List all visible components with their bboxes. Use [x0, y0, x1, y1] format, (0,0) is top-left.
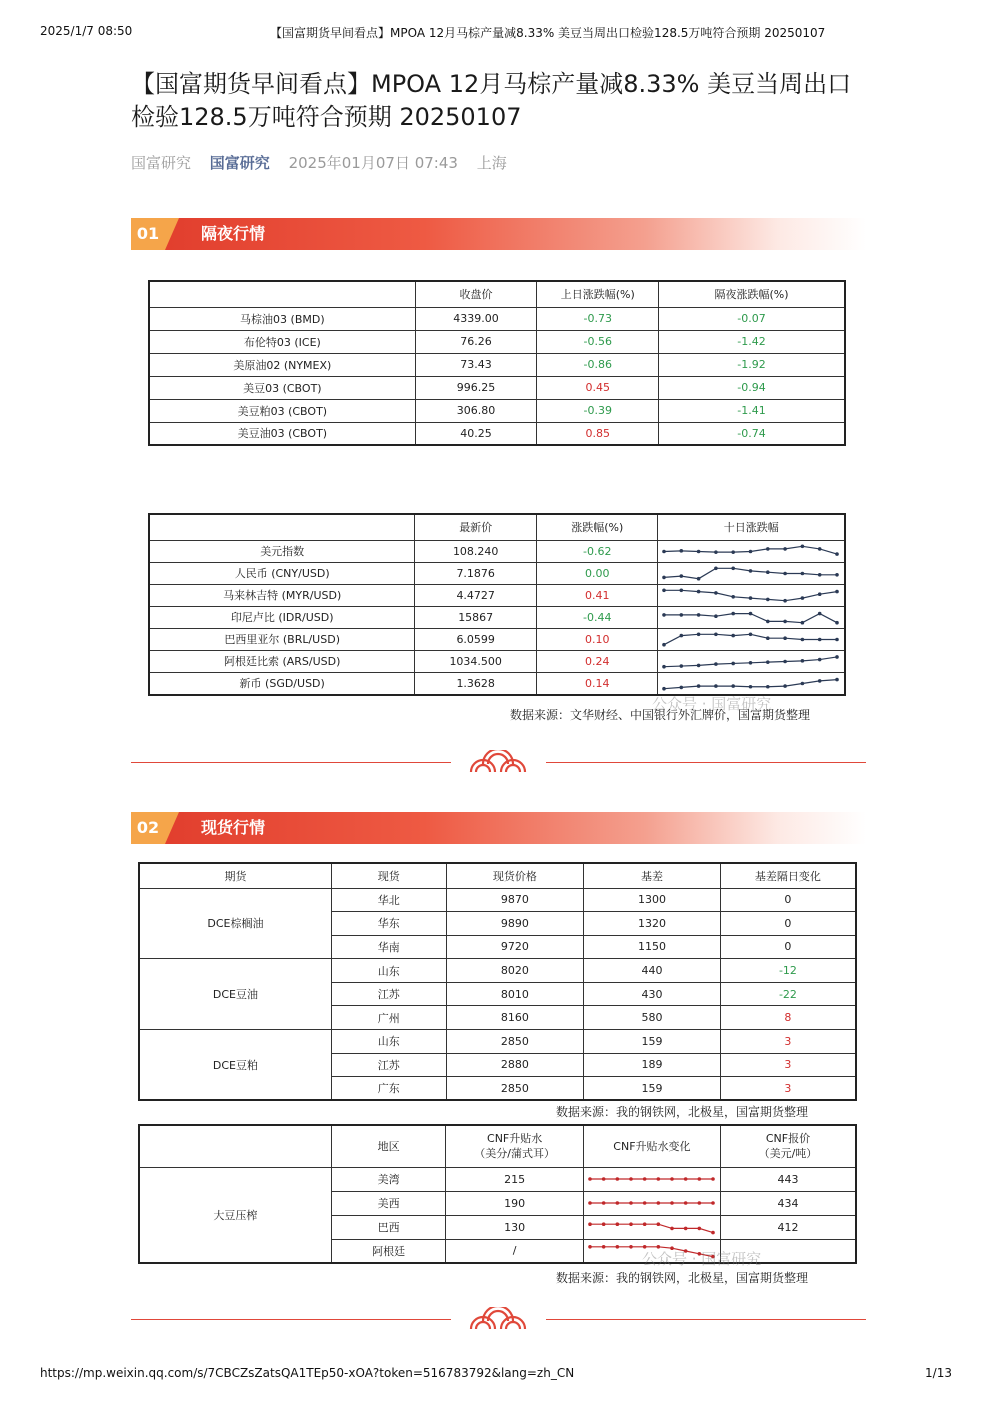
- spot-price: 9890: [446, 912, 584, 936]
- spot-region: 华北: [331, 888, 446, 912]
- basis-change: 0: [720, 888, 856, 912]
- basis: 159: [584, 1077, 721, 1101]
- sparkline-point: [784, 659, 788, 663]
- sparkline-point: [749, 596, 753, 600]
- sparkline-point: [643, 1177, 647, 1181]
- cnf-trend: [583, 1215, 720, 1239]
- table-row: [149, 584, 845, 606]
- close-price: 4339.00: [415, 307, 537, 330]
- latest-price: 1034.500: [415, 650, 537, 672]
- cnf-region: 美湾: [331, 1167, 446, 1191]
- sparkline-point: [766, 619, 770, 623]
- sparkline-point: [680, 685, 684, 689]
- cnf-region: 美西: [331, 1191, 446, 1215]
- cnf-premium: 215: [446, 1167, 584, 1191]
- table-row: [139, 1030, 856, 1054]
- sparkline-point: [715, 614, 719, 618]
- sparkline-point: [670, 1177, 674, 1181]
- ten-day-trend: [658, 584, 845, 606]
- sparkline-point: [588, 1201, 592, 1205]
- basis: 580: [584, 1006, 721, 1030]
- column-header: 现货价格: [446, 863, 584, 888]
- futures-name: DCE棕榈油: [139, 888, 331, 959]
- table-row: [149, 606, 845, 628]
- basis-change: 3: [720, 1053, 856, 1077]
- column-header: 期货: [139, 863, 331, 888]
- basis: 1320: [584, 912, 721, 936]
- sparkline-point: [588, 1245, 592, 1249]
- sparkline-point: [836, 589, 840, 593]
- sparkline-point: [836, 552, 840, 556]
- prev-change: 0.85: [537, 422, 659, 445]
- sparkline-point: [643, 1222, 647, 1226]
- print-title: 【国富期货早间看点】MPOA 12月马棕产量减8.33% 美豆当周出口检验128.5万吨符合预期 20250107: [270, 26, 826, 40]
- ten-day-trend: [658, 562, 845, 584]
- sparkline-point: [629, 1222, 633, 1226]
- sparkline: [658, 607, 843, 628]
- table-row: [149, 376, 845, 399]
- cnf-trend: [583, 1191, 720, 1215]
- futures-name: DCE豆油: [139, 959, 331, 1030]
- sparkline-point: [602, 1201, 606, 1205]
- cnf-region: 巴西: [331, 1215, 446, 1239]
- spot-price: 8160: [446, 1006, 584, 1030]
- instrument-name: 马棕油03 (BMD): [149, 307, 415, 330]
- article-title: 【国富期货早间看点】MPOA 12月马棕产量减8.33% 美豆当周出口检验128.5万吨符合预期 20250107: [131, 70, 852, 131]
- change-pct: -0.62: [537, 540, 658, 562]
- cnf-quote: 434: [720, 1191, 856, 1215]
- overnight-table: [148, 280, 846, 446]
- sparkline-point: [784, 547, 788, 551]
- sparkline-point: [818, 592, 822, 596]
- ten-day-trend: [658, 540, 845, 562]
- change-pct: 0.24: [537, 650, 658, 672]
- sparkline-point: [715, 550, 719, 554]
- sparkline-point: [656, 1177, 660, 1181]
- watermark: 公众号 · 国富研究: [652, 695, 772, 713]
- sparkline-point: [749, 661, 753, 665]
- cnf-quote: 443: [720, 1167, 856, 1191]
- currency-name: 新币 (SGD/USD): [149, 672, 415, 695]
- sparkline-point: [732, 595, 736, 599]
- sparkline-point: [715, 632, 719, 636]
- sparkline-point: [615, 1222, 619, 1226]
- latest-price: 4.4727: [415, 584, 537, 606]
- prev-change: -0.86: [537, 353, 659, 376]
- close-price: 40.25: [415, 422, 537, 445]
- sparkline-point: [715, 591, 719, 595]
- sparkline-point: [715, 566, 719, 570]
- sparkline-point: [697, 613, 701, 617]
- fx-table: [148, 513, 846, 696]
- column-header: 最新价: [415, 514, 537, 540]
- sparkline-point: [697, 1177, 701, 1181]
- ten-day-trend: [658, 606, 845, 628]
- column-header: 收盘价: [415, 281, 537, 307]
- cnf-source: 数据来源：我的钢铁网，北极星，国富期货整理: [556, 1271, 809, 1285]
- sparkline-point: [670, 1227, 674, 1231]
- sparkline-point: [615, 1245, 619, 1249]
- sparkline: [658, 629, 843, 650]
- spot-price: 2850: [446, 1077, 584, 1101]
- table-row: [139, 959, 856, 983]
- sparkline-point: [784, 684, 788, 688]
- spot-region: 江苏: [331, 1053, 446, 1077]
- cnf-premium: /: [446, 1239, 584, 1263]
- spot-price: 2880: [446, 1053, 584, 1077]
- instrument-name: 布伦特03 (ICE): [149, 330, 415, 353]
- basis-change: 0: [720, 935, 856, 959]
- prev-change: -0.39: [537, 399, 659, 422]
- ten-day-trend: [658, 672, 845, 695]
- prev-change: 0.45: [537, 376, 659, 399]
- basis: 1150: [584, 935, 721, 959]
- night-change: -1.41: [659, 399, 845, 422]
- sparkline-line: [590, 1224, 713, 1232]
- sparkline: [658, 651, 843, 672]
- sparkline-point: [732, 550, 736, 554]
- latest-price: 6.0599: [415, 628, 537, 650]
- sparkline-point: [766, 636, 770, 640]
- night-change: -1.92: [659, 353, 845, 376]
- instrument-name: 美豆粕03 (CBOT): [149, 399, 415, 422]
- table-row: [149, 399, 845, 422]
- basis: 430: [584, 982, 721, 1006]
- ten-day-trend: [658, 628, 845, 650]
- sparkline: [584, 1192, 719, 1214]
- table-header-row: [149, 514, 845, 540]
- section-header-spot: [131, 812, 866, 844]
- sparkline-point: [684, 1227, 688, 1231]
- publish-location: 上海: [476, 154, 507, 172]
- cnf-region: 阿根廷: [331, 1239, 446, 1263]
- prev-change: -0.73: [537, 307, 659, 330]
- watermark: 公众号 · 国富研究: [642, 1250, 762, 1268]
- sparkline: [658, 563, 843, 584]
- sparkline-point: [663, 588, 667, 592]
- sparkline-point: [680, 613, 684, 617]
- sparkline-point: [801, 571, 805, 575]
- basis-change: 3: [720, 1077, 856, 1101]
- sparkline-point: [836, 620, 840, 624]
- spot-region: 山东: [331, 1030, 446, 1054]
- basis: 440: [584, 959, 721, 983]
- instrument-name: 美豆油03 (CBOT): [149, 422, 415, 445]
- sparkline-point: [680, 633, 684, 637]
- sparkline-point: [784, 571, 788, 575]
- print-date: 2025/1/7 08:50: [40, 24, 133, 38]
- sparkline-point: [684, 1177, 688, 1181]
- column-header: [149, 281, 415, 307]
- close-price: 73.43: [415, 353, 537, 376]
- sparkline-point: [732, 566, 736, 570]
- column-header: 上日涨跌幅(%): [537, 281, 659, 307]
- crush-group: 大豆压榨: [139, 1167, 331, 1263]
- column-header: CNF升贴水 （美分/蒲式耳）: [446, 1125, 584, 1167]
- change-pct: 0.00: [537, 562, 658, 584]
- change-pct: 0.10: [537, 628, 658, 650]
- sparkline-point: [801, 637, 805, 641]
- table-row: [139, 888, 856, 912]
- sparkline: [584, 1168, 719, 1190]
- column-header: 地区: [331, 1125, 446, 1167]
- sparkline: [584, 1216, 719, 1238]
- ten-day-trend: [658, 650, 845, 672]
- latest-price: 15867: [415, 606, 537, 628]
- basis: 189: [584, 1053, 721, 1077]
- sparkline-point: [697, 1201, 701, 1205]
- sparkline-point: [801, 659, 805, 663]
- section-divider: [131, 750, 866, 774]
- basis-change: -22: [720, 982, 856, 1006]
- column-header: 隔夜涨跌幅(%): [659, 281, 845, 307]
- sparkline-point: [697, 549, 701, 553]
- sparkline-point: [670, 1201, 674, 1205]
- sparkline-point: [680, 549, 684, 553]
- sparkline-point: [697, 632, 701, 636]
- sparkline-point: [749, 632, 753, 636]
- sparkline-point: [656, 1222, 660, 1226]
- author-name: 国富研究: [131, 154, 192, 172]
- currency-name: 阿根廷比索 (ARS/USD): [149, 650, 415, 672]
- sparkline-point: [818, 657, 822, 661]
- change-pct: 0.14: [537, 672, 658, 695]
- section-header-overnight: [131, 218, 866, 250]
- sparkline: [658, 585, 843, 606]
- sparkline-point: [602, 1222, 606, 1226]
- sparkline-point: [697, 684, 701, 688]
- sparkline-point: [801, 620, 805, 624]
- latest-price: 7.1876: [415, 562, 537, 584]
- table-row: [149, 540, 845, 562]
- sparkline-point: [749, 549, 753, 553]
- sparkline: [658, 541, 843, 562]
- sparkline-point: [711, 1231, 715, 1235]
- column-header: 十日涨跌幅: [658, 514, 845, 540]
- sparkline-point: [801, 681, 805, 685]
- sparkline-point: [602, 1177, 606, 1181]
- column-header: [139, 1125, 331, 1167]
- sparkline-point: [680, 574, 684, 578]
- spot-region: 江苏: [331, 982, 446, 1006]
- sparkline-point: [663, 686, 667, 690]
- close-price: 76.26: [415, 330, 537, 353]
- table-row: [149, 628, 845, 650]
- section-divider: [131, 1307, 866, 1331]
- sparkline-point: [643, 1201, 647, 1205]
- sparkline-point: [801, 596, 805, 600]
- sparkline-point: [615, 1177, 619, 1181]
- spot-region: 广州: [331, 1006, 446, 1030]
- sparkline-point: [697, 1227, 701, 1231]
- sparkline-point: [732, 684, 736, 688]
- fx-source: 数据来源：文华财经、中国银行外汇牌价，国富期货整理: [510, 708, 811, 722]
- sparkline-point: [715, 684, 719, 688]
- sparkline-point: [602, 1245, 606, 1249]
- sparkline-point: [749, 684, 753, 688]
- spot-region: 华东: [331, 912, 446, 936]
- sparkline-point: [697, 663, 701, 667]
- column-header: 现货: [331, 863, 446, 888]
- sparkline-point: [732, 633, 736, 637]
- section-label: 现货行情: [201, 818, 266, 837]
- prev-change: -0.56: [537, 330, 659, 353]
- table-row: [149, 330, 845, 353]
- spot-price: 9720: [446, 935, 584, 959]
- sparkline-point: [766, 597, 770, 601]
- currency-name: 巴西里亚尔 (BRL/USD): [149, 628, 415, 650]
- sparkline-point: [784, 636, 788, 640]
- cloud-ornament-icon: [467, 750, 529, 774]
- sparkline-point: [588, 1177, 592, 1181]
- basis-change: -12: [720, 959, 856, 983]
- table-row: [149, 672, 845, 695]
- sparkline-point: [836, 637, 840, 641]
- instrument-name: 美原油02 (NYMEX): [149, 353, 415, 376]
- table-header-row: [149, 281, 845, 307]
- sparkline-point: [766, 684, 770, 688]
- sparkline-point: [663, 642, 667, 646]
- sparkline-point: [697, 576, 701, 580]
- currency-name: 人民币 (CNY/USD): [149, 562, 415, 584]
- sparkline-point: [766, 547, 770, 551]
- sparkline-point: [818, 637, 822, 641]
- latest-price: 108.240: [415, 540, 537, 562]
- spot-price: 2850: [446, 1030, 584, 1054]
- table-row: [149, 353, 845, 376]
- column-header: 基差: [584, 863, 721, 888]
- night-change: -0.74: [659, 422, 845, 445]
- spot-price: 8010: [446, 982, 584, 1006]
- sparkline-point: [766, 570, 770, 574]
- spot-price: 8020: [446, 959, 584, 983]
- sparkline-point: [732, 661, 736, 665]
- basis-change: 0: [720, 912, 856, 936]
- section-number: 02: [131, 812, 165, 844]
- cnf-trend: [583, 1167, 720, 1191]
- sparkline-point: [715, 662, 719, 666]
- sparkline-point: [629, 1177, 633, 1181]
- column-header: [149, 514, 415, 540]
- sparkline-point: [784, 619, 788, 623]
- print-header: [40, 24, 952, 42]
- sparkline-point: [784, 598, 788, 602]
- sparkline-point: [836, 677, 840, 681]
- spot-price: 9870: [446, 888, 584, 912]
- sparkline-point: [801, 544, 805, 548]
- table-header-row: [139, 1125, 856, 1167]
- account-link[interactable]: 国富研究: [209, 154, 270, 172]
- spot-source: 数据来源：我的钢铁网，北极星，国富期货整理: [556, 1105, 809, 1119]
- table-row: [139, 1167, 856, 1191]
- sparkline-point: [836, 573, 840, 577]
- sparkline-point: [818, 611, 822, 615]
- sparkline: [658, 673, 843, 694]
- sparkline-point: [663, 575, 667, 579]
- spot-region: 广东: [331, 1077, 446, 1101]
- cnf-quote: 412: [720, 1215, 856, 1239]
- instrument-name: 美豆03 (CBOT): [149, 376, 415, 399]
- table-row: [149, 650, 845, 672]
- sparkline-point: [588, 1222, 592, 1226]
- sparkline-point: [663, 549, 667, 553]
- spot-region: 华南: [331, 935, 446, 959]
- sparkline-point: [656, 1201, 660, 1205]
- column-header: CNF报价 （美元/吨）: [720, 1125, 856, 1167]
- sparkline-point: [680, 588, 684, 592]
- sparkline-point: [732, 611, 736, 615]
- sparkline-point: [684, 1201, 688, 1205]
- cloud-ornament-icon: [467, 1307, 529, 1331]
- change-pct: -0.44: [537, 606, 658, 628]
- night-change: -1.42: [659, 330, 845, 353]
- basis-change: 8: [720, 1006, 856, 1030]
- cnf-premium: 190: [446, 1191, 584, 1215]
- night-change: -0.07: [659, 307, 845, 330]
- basis: 1300: [584, 888, 721, 912]
- column-header: CNF升贴水变化: [583, 1125, 720, 1167]
- table-row: [149, 307, 845, 330]
- basis-change: 3: [720, 1030, 856, 1054]
- sparkline-point: [663, 664, 667, 668]
- sparkline-point: [818, 679, 822, 683]
- spot-table: [138, 862, 857, 1101]
- night-change: -0.94: [659, 376, 845, 399]
- basis: 159: [584, 1030, 721, 1054]
- futures-name: DCE豆粕: [139, 1030, 331, 1101]
- table-header-row: [139, 863, 856, 888]
- sparkline-point: [711, 1201, 715, 1205]
- sparkline-point: [615, 1201, 619, 1205]
- latest-price: 1.3628: [415, 672, 537, 695]
- table-row: [149, 422, 845, 445]
- table-row: [149, 562, 845, 584]
- sparkline-point: [749, 611, 753, 615]
- close-price: 996.25: [415, 376, 537, 399]
- sparkline-point: [629, 1245, 633, 1249]
- currency-name: 印尼卢比 (IDR/USD): [149, 606, 415, 628]
- cnf-premium: 130: [446, 1215, 584, 1239]
- sparkline-point: [697, 589, 701, 593]
- currency-name: 马来林吉特 (MYR/USD): [149, 584, 415, 606]
- page-number: 1/13: [925, 1366, 952, 1380]
- sparkline-point: [680, 664, 684, 668]
- sparkline-point: [711, 1177, 715, 1181]
- page-url[interactable]: https://mp.weixin.qq.com/s/7CBCZsZatsQA1TEp50-xOA?token=516783792&lang=zh_CN: [40, 1366, 575, 1380]
- sparkline-point: [836, 655, 840, 659]
- sparkline-point: [629, 1201, 633, 1205]
- currency-name: 美元指数: [149, 540, 415, 562]
- column-header: 基差隔日变化: [720, 863, 856, 888]
- sparkline-point: [766, 660, 770, 664]
- spot-region: 山东: [331, 959, 446, 983]
- sparkline-point: [818, 573, 822, 577]
- column-header: 涨跌幅(%): [537, 514, 658, 540]
- sparkline-point: [749, 569, 753, 573]
- sparkline-point: [818, 547, 822, 551]
- section-number: 01: [131, 218, 165, 250]
- close-price: 306.80: [415, 399, 537, 422]
- cnf-table: [138, 1124, 857, 1264]
- publish-date: 2025年01月07日 07:43: [288, 154, 458, 172]
- article-meta: [131, 152, 521, 173]
- change-pct: 0.41: [537, 584, 658, 606]
- section-label: 隔夜行情: [201, 224, 266, 243]
- sparkline-point: [663, 613, 667, 617]
